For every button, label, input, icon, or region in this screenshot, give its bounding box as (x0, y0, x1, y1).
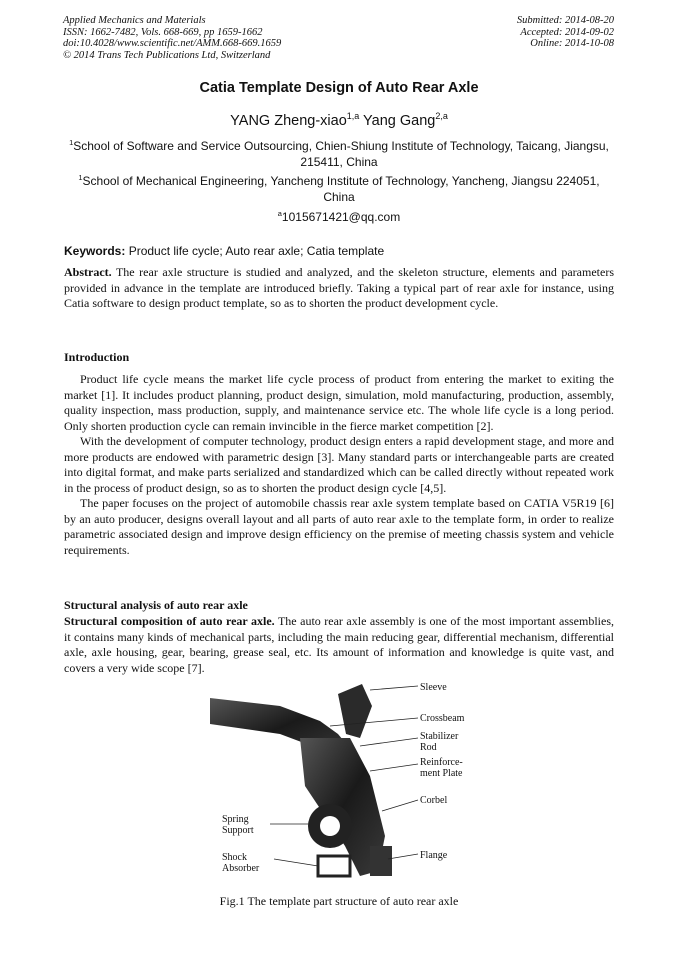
affiliation-2-sup: 1 (78, 173, 83, 182)
label-corbel: Corbel (420, 795, 448, 806)
structural-body (64, 614, 614, 676)
abstract-label: Abstract. (64, 265, 112, 279)
label-shock-absorber: Shock Absorber (222, 852, 260, 874)
label-stabilizer-rod: Stabilizer Rod (420, 731, 459, 753)
spring-support-hole (320, 816, 340, 836)
journal-name: Applied Mechanics and Materials (63, 15, 206, 26)
shock-bracket-shape (318, 856, 350, 876)
flange-shape (370, 846, 392, 876)
intro-paragraph-3: The paper focuses on the project of automobile chassis rear axle system template based on CATIA V5R19 [6] by an auto producer, designs overall layout and all parts of auto rear axle to the template form, in order to realize parametric associated design and improve design efficiency on the premise of meeting chassis system and vehicle requirements. (64, 496, 614, 557)
label-spring-support: Spring Support (222, 814, 254, 836)
email-text: 1015671421@qq.com (281, 210, 401, 224)
author-2-sup: 2,a (435, 111, 448, 122)
affiliation-2-text: School of Mechanical Engineering, Yancheng Institute of Technology, Yancheng, Jiangsu 224051, China (82, 174, 600, 204)
affiliation-1-sup: 1 (69, 138, 74, 147)
structural-heading: Structural analysis of auto rear axle (64, 598, 248, 612)
doi-line: doi:10.4028/www.scientific.net/AMM.668-669.1659 (63, 38, 282, 49)
keywords-text: Product life cycle; Auto rear axle; Catia template (125, 244, 385, 258)
affiliation-1-text: School of Software and Service Outsourcing, Chien-Shiung Institute of Technology, Taicang, Jiangsu, 215411, China (73, 139, 609, 169)
author-1: YANG Zheng-xiao (230, 113, 347, 129)
copyright-line: © 2014 Trans Tech Publications Ltd, Switzerland (63, 49, 271, 61)
paper-title: Catia Template Design of Auto Rear Axle (199, 80, 479, 96)
affiliation-1 (64, 138, 614, 170)
structural-text: The auto rear axle assembly is one of the most important assemblies, it contains many kinds of mechanical parts, including the main reducing gear, differential mechanism, differential axle, axle housing, gear, bearing, grease seal, etc. Its amount of information and knowledge is quite vast, and covers a very wide scope [7]. (64, 614, 614, 675)
label-flange: Flange (420, 850, 448, 861)
keywords-label: Keywords: (64, 244, 126, 258)
abstract (64, 265, 614, 312)
abstract-text: The rear axle structure is studied and analyzed, and the skeleton structure, elements and parameters provided in advance in the template are introduced briefly. Taking a typical part of rear axle for instance, using Catia software to design product template, so as to shorten the product development cycle. (64, 265, 614, 310)
label-reinforcement-plate: Reinforce-ment Plate (420, 757, 463, 779)
label-sleeve: Sleeve (420, 682, 447, 693)
accepted-date: Accepted: 2014-09-02 (520, 26, 614, 38)
introduction-heading: Introduction (64, 350, 130, 364)
figure-caption: Fig.1 The template part structure of auto rear axle (219, 894, 459, 908)
author-1-sup: 1,a (346, 111, 360, 122)
sleeve-shape (338, 684, 372, 738)
keywords (64, 244, 614, 260)
authors (0, 113, 678, 129)
rear-axle-figure (210, 676, 480, 891)
structural-subheading: Structural composition of auto rear axle. (64, 614, 275, 628)
journal-header (63, 15, 281, 61)
email-sup: a (277, 209, 282, 218)
intro-paragraph-2: With the development of computer technology, product design enters a rapid development stage, and more and more products are endowed with parametric design [3]. Many standard parts or interchangeable parts are created into digital format, and make parts serialized and standardized which can be called directly without repeated work in the process of product design, so as to shorten the product design cycle [4,5]. (64, 434, 614, 495)
affiliation-2 (64, 173, 614, 205)
label-crossbeam: Crossbeam (420, 713, 465, 724)
dates-header (517, 15, 614, 50)
issn-line: ISSN: 1662-7482, Vols. 668-669, pp 1659-1662 (63, 26, 263, 38)
online-date: Online: 2014-10-08 (530, 38, 614, 49)
author-2: Yang Gang (359, 113, 436, 129)
submitted-date: Submitted: 2014-08-20 (516, 15, 614, 26)
intro-paragraph-1: Product life cycle means the market life cycle process of product from entering the market to exiting the market [1]. It includes product planning, product design, simulation, mold manufacturing, production, assembly, quality inspection, mass production, supply, and maintenance service etc. The whole life cycle is a long period. Only shorten production cycle can remain invincible in the fierce market competition [2]. (64, 372, 614, 433)
email (64, 209, 614, 225)
introduction-body (64, 372, 614, 558)
